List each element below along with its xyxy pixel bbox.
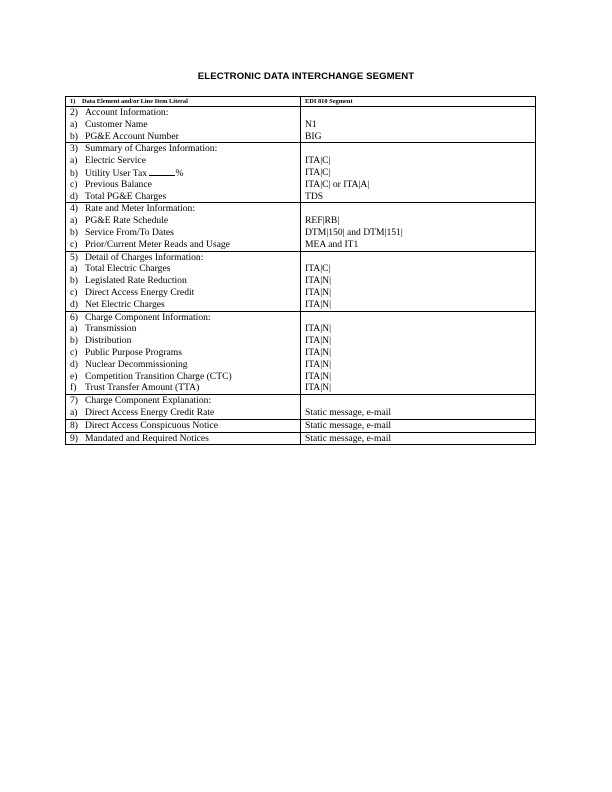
item-segment-value: ITA|N| (305, 323, 331, 335)
item-label: Competition Transition Charge (CTC) (85, 370, 232, 382)
item-label: Legislated Rate Reduction (85, 275, 187, 287)
item-letter: b) (70, 130, 78, 142)
item-label: Utility User Tax (85, 167, 148, 179)
list-item (70, 382, 298, 394)
item-segment-value: ITA|C| or ITA|A| (305, 178, 370, 190)
item-letter: d) (70, 190, 78, 202)
header-cell-segment: EDI 810 Segment (301, 97, 536, 107)
item-label: Nuclear Decommissioning (85, 358, 188, 370)
item-segment-value: ITA|N| (305, 358, 331, 370)
section-heading (70, 433, 298, 445)
section-segment-cell (301, 203, 536, 251)
section-segment-cell (301, 432, 536, 445)
table-row (66, 251, 536, 311)
item-label: Total PG&E Charges (85, 190, 167, 202)
section-heading (70, 252, 298, 264)
table-header-row (66, 97, 536, 107)
section-heading-label: Direct Access Conspicuous Notice (85, 419, 218, 431)
section-heading-label: Detail of Charges Information: (85, 251, 204, 263)
list-item (70, 227, 298, 239)
item-segment-value: BIG (305, 130, 322, 142)
section-literal-cell (66, 395, 301, 420)
item-segment-value: REF|RB| (305, 215, 340, 227)
section-number: 6) (70, 311, 78, 323)
list-item (70, 347, 298, 359)
item-letter: b) (70, 226, 78, 238)
table-row (66, 311, 536, 395)
table-row (66, 395, 536, 420)
item-letter: c) (70, 346, 78, 358)
section-segment-cell (301, 311, 536, 395)
item-letter: b) (70, 167, 78, 179)
section-literal-cell (66, 432, 301, 445)
item-letter: a) (70, 155, 78, 167)
list-item (70, 155, 298, 167)
item-letter: c) (70, 238, 78, 250)
item-letter: e) (70, 370, 78, 382)
section-heading-label: Rate and Meter Information: (85, 203, 196, 215)
item-label: Distribution (85, 335, 132, 347)
item-segment-value: ITA|N| (305, 346, 331, 358)
item-segment-value: N1 (305, 118, 317, 130)
header-number: 1) (70, 98, 76, 105)
section-literal-cell (66, 203, 301, 251)
section-literal-cell (66, 251, 301, 311)
item-label: Public Purpose Programs (85, 346, 183, 358)
table-row (66, 143, 536, 203)
item-letter: b) (70, 275, 78, 287)
item-segment-value: MEA and IT1 (305, 238, 359, 250)
table-row (66, 419, 536, 432)
section-literal-cell (66, 143, 301, 203)
list-item (70, 131, 298, 143)
item-label: Total Electric Charges (85, 263, 171, 275)
item-letter: a) (70, 406, 78, 418)
section-heading-value (305, 107, 533, 119)
section-literal-cell (66, 419, 301, 432)
item-label: Prior/Current Meter Reads and Usage (85, 238, 230, 250)
section-segment-cell (301, 419, 536, 432)
item-letter: c) (70, 178, 78, 190)
tax-rate-blank (149, 167, 175, 176)
section-heading (70, 395, 298, 407)
table-row (66, 432, 536, 445)
item-segment-value: TDS (305, 190, 324, 202)
item-letter: c) (70, 286, 78, 298)
percent-sign: % (175, 167, 184, 179)
list-item (70, 371, 298, 383)
item-label: Direct Access Energy Credit Rate (85, 406, 215, 418)
section-heading-value (305, 203, 533, 215)
list-item (70, 323, 298, 335)
item-label: PG&E Rate Schedule (85, 215, 169, 227)
item-letter: f) (70, 382, 77, 394)
section-heading (70, 107, 298, 119)
section-literal-cell (66, 107, 301, 143)
list-item (70, 407, 298, 419)
item-label: Net Electric Charges (85, 298, 165, 310)
item-letter: a) (70, 118, 78, 130)
item-letter: a) (70, 323, 78, 335)
item-letter: a) (70, 215, 78, 227)
section-segment-cell (301, 251, 536, 311)
list-item (70, 359, 298, 371)
item-letter: d) (70, 358, 78, 370)
item-segment-value: DTM|150| and DTM|151| (305, 226, 403, 238)
section-number: 8) (70, 419, 78, 431)
table-row (66, 203, 536, 251)
section-heading-value (305, 312, 533, 324)
section-heading-label: Summary of Charges Information: (85, 143, 218, 155)
section-heading (70, 143, 298, 155)
item-segment-value: ITA|N| (305, 275, 331, 287)
item-label: Transmission (85, 323, 137, 335)
section-number: 4) (70, 203, 78, 215)
section-number: 7) (70, 395, 78, 407)
item-label: Direct Access Energy Credit (85, 286, 195, 298)
item-label: Previous Balance (85, 178, 152, 190)
item-segment-value: ITA|N| (305, 335, 331, 347)
section-segment-cell (301, 143, 536, 203)
edi-segment-table (65, 96, 536, 445)
item-segment-value: ITA|C| (305, 263, 331, 275)
list-item (70, 119, 298, 131)
list-item (70, 191, 298, 203)
item-letter: b) (70, 335, 78, 347)
item-segment-value: ITA|N| (305, 286, 331, 298)
list-item (70, 263, 298, 275)
page-title: ELECTRONIC DATA INTERCHANGE SEGMENT (197, 71, 415, 82)
section-heading-value (305, 143, 533, 155)
section-literal-cell (66, 311, 301, 395)
section-number: 5) (70, 251, 78, 263)
section-segment-cell (301, 107, 536, 143)
section-heading (70, 312, 298, 324)
item-segment-value: ITA|C| (305, 155, 331, 167)
item-letter: a) (70, 263, 78, 275)
section-heading-label: Charge Component Explanation: (85, 395, 212, 407)
list-item (70, 335, 298, 347)
item-segment-value: ITA|N| (305, 370, 331, 382)
section-heading-value: Static message, e-mail (305, 432, 392, 444)
item-segment-value: Static message, e-mail (305, 406, 392, 418)
list-item (70, 179, 298, 191)
item-label: Service From/To Dates (85, 226, 174, 238)
list-item (70, 287, 298, 299)
section-number: 3) (70, 143, 78, 155)
table-row (66, 107, 536, 143)
section-heading-value (305, 252, 533, 264)
item-letter: d) (70, 298, 78, 310)
section-heading-label: Account Information: (85, 107, 169, 118)
edi-table-body (66, 97, 536, 445)
section-heading-value: Static message, e-mail (305, 419, 392, 431)
item-segment-value: ITA|N| (305, 298, 331, 310)
item-segment-value: ITA|C| (305, 166, 331, 178)
section-heading-value (305, 395, 533, 407)
item-label: PG&E Account Number (85, 130, 179, 142)
section-heading-label: Mandated and Required Notices (85, 432, 209, 444)
item-label: Electric Service (85, 155, 146, 167)
list-item (70, 275, 298, 287)
section-heading (70, 420, 298, 432)
header-literal-label: Data Element and/or Line Item Literal (82, 98, 188, 105)
section-number: 2) (70, 107, 78, 118)
item-segment-value: ITA|N| (305, 382, 331, 394)
section-segment-cell (301, 395, 536, 420)
header-cell-literal (66, 97, 301, 107)
item-label: Trust Transfer Amount (TTA) (85, 382, 200, 394)
section-number: 9) (70, 432, 78, 444)
list-item (70, 167, 298, 179)
item-label: Customer Name (85, 118, 148, 130)
section-heading (70, 203, 298, 215)
list-item (70, 239, 298, 251)
list-item (70, 215, 298, 227)
section-heading-label: Charge Component Information: (85, 311, 211, 323)
list-item (70, 299, 298, 311)
